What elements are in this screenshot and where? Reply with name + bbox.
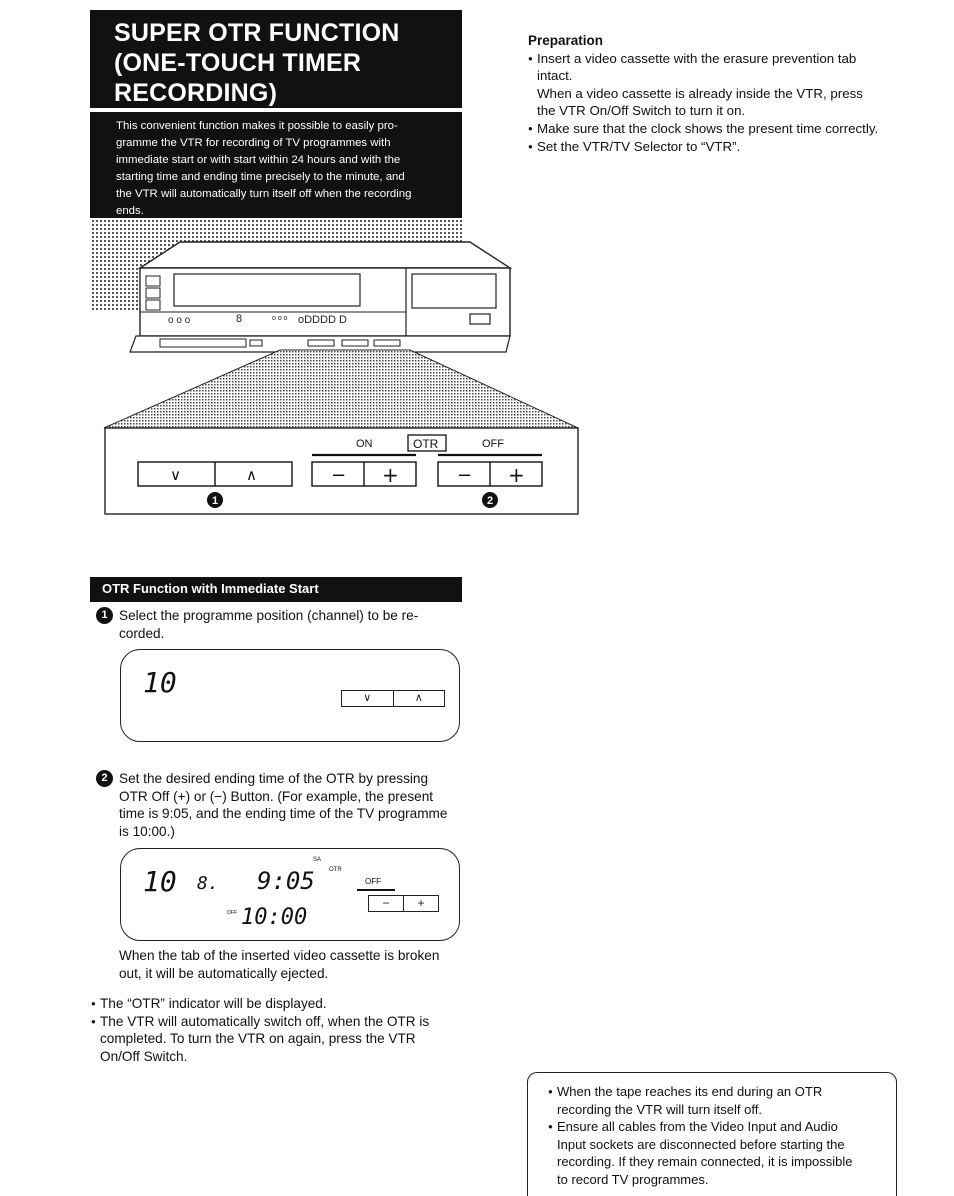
lcd2-off-small: OFF [227,910,237,916]
lcd2-mode: 8. [197,873,219,894]
step-2-line-4: is 10:00.) [119,823,175,839]
lcd2-off-underline [357,889,395,891]
vcr-top [140,242,510,268]
page-title [90,10,462,108]
note-line-5: recording. If they remain connected, it is impossible [557,1154,853,1170]
lcd2-off-buttons [368,895,439,912]
intro-line-6: ends. [116,205,144,217]
step-2-number: 2 [96,770,113,787]
callout-2-label: 2 [487,495,494,507]
section-heading: OTR Function with Immediate Start [90,577,462,602]
title-line-2: (ONE-TOUCH TIMER [114,49,362,77]
lcd2-otr-label: OTR [329,867,342,873]
note-line-6: to record TV programmes. [557,1171,709,1187]
lcd2-minus-button[interactable]: − [382,896,390,910]
prep-item-1-line-3: When a video cassette is already inside the VTR, press [537,85,863,101]
bullet-auto-off-line-3: On/Off Switch. [100,1048,188,1064]
note-line-3: ● Ensure all cables from the Video Input and Audio [548,1118,886,1136]
step-1-number: 1 [96,607,113,624]
title-line-1: SUPER OTR FUNCTION [114,19,400,47]
step-2-text [119,770,464,840]
vcr-illustration [88,216,588,522]
intro-line-2: gramme the VTR for recording of TV programmes with [116,137,391,149]
bullet-auto-off-line-2: completed. To turn the VTR on again, press the VTR [100,1031,416,1047]
prep-item-2: ● Make sure that the clock shows the present time correctly. [528,120,900,138]
lcd2-clock: 9:05 [257,867,315,895]
panel-off-label: OFF [482,438,504,450]
channel-down-button[interactable]: ∨ [170,466,181,484]
step-1-line-2: corded. [119,625,165,641]
bullet-auto-off-line-1: ● The VTR will automatically switch off, when the OTR is [91,1013,463,1031]
lcd1-up-button[interactable]: ∧ [393,691,445,706]
note-line-4: Input sockets are disconnected before starting the [557,1136,845,1152]
step-2-line-2: OTR Off (+) or (−) Button. (For example, the present [119,788,434,804]
vcr-counter: oDDDD D [298,314,347,326]
note-line-1: ● When the tape reaches its end during an OTR [548,1083,886,1101]
zoom-beam [104,350,578,428]
note-line-2: recording the VTR will turn itself off. [557,1101,762,1117]
otr-off-minus-button[interactable]: − [457,465,473,486]
title-line-3: RECORDING) [114,79,278,107]
result-bullets [91,995,463,1065]
step-2-line-1: Set the desired ending time of the OTR by pressing [119,771,429,786]
lcd1-channel: 10 [143,666,177,699]
lcd2-sa-label: SA [313,857,322,863]
prep-item-1-line-2: intact. [537,68,573,84]
eject-button [470,314,490,324]
step-1-text [119,607,464,642]
otr-off-plus-button[interactable]: + [508,463,525,487]
lcd-display-2 [120,848,460,941]
channel-up-button[interactable]: ∧ [246,466,257,484]
vcr-digit: 8 [236,313,243,325]
lcd1-down-button[interactable]: ∨ [363,692,372,704]
bullet-otr-indicator: ● The “OTR” indicator will be displayed. [91,995,463,1013]
otr-on-minus-button[interactable]: − [331,465,347,486]
vcr-indicator-dots: o o o [168,315,191,326]
prep-item-3: ● Set the VTR/TV Selector to “VTR”. [528,138,900,156]
tab-note-line-2: out, it will be automatically ejected. [119,965,329,981]
lcd2-channel: 10 [143,865,177,898]
lcd2-off-label: OFF [365,877,381,886]
preparation-section [528,32,900,155]
cassette-slot [412,274,496,308]
panel-otr-label: OTR [413,437,439,451]
lcd2-end-time: 10:00 [241,905,308,930]
vcr-small-dots: o o o [272,315,288,322]
step-1-line-1: Select the programme position (channel) to be re- [119,608,419,623]
prep-item-1-line-1: ● Insert a video cassette with the erasure prevention tab [528,50,900,68]
lcd1-channel-buttons [341,690,445,707]
lcd2-plus-button[interactable]: + [403,896,438,911]
callout-1-label: 1 [212,495,219,507]
prep-item-1-line-4: the VTR On/Off Switch to turn it on. [537,103,746,119]
otr-on-plus-button[interactable]: + [382,463,399,487]
intro-text [90,112,462,218]
tab-note [119,947,464,982]
step-2-line-3: time is 9:05, and the ending time of the TV programme [119,806,448,822]
preparation-heading: Preparation [528,33,604,48]
intro-line-3: immediate start or with start within 24 hours and with the [116,154,401,166]
intro-line-1: This convenient function makes it possible to easily pro- [116,120,398,132]
lcd-display-1 [120,649,460,742]
intro-line-5: the VTR will automatically turn itself off when the recording [116,188,412,200]
intro-line-4: starting time and ending time precisely to the minute, and [116,171,405,183]
vcr-display-window [174,274,360,306]
panel-on-label: ON [356,438,373,450]
note-box [527,1072,897,1196]
tab-note-line-1: When the tab of the inserted video cassette is broken [119,948,440,963]
